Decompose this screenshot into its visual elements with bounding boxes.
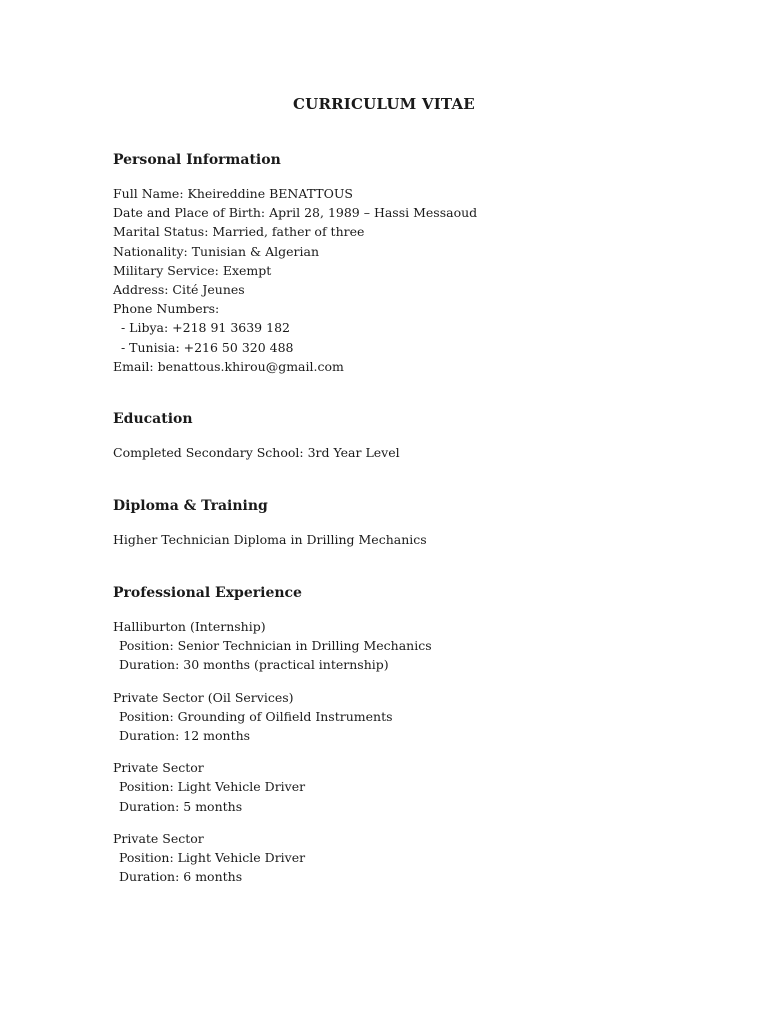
job-position: Position: Grounding of Oilfield Instruments <box>119 708 393 724</box>
job-duration: Duration: 6 months <box>119 869 243 885</box>
full-name: Full Name: Kheireddine BENATTOUS <box>113 186 353 201</box>
job-duration: Duration: 30 months (practical internship) <box>119 657 389 673</box>
phone-libya: - Libya: +218 91 3639 182 <box>113 320 290 336</box>
email: Email: benattous.khirou@gmail.com <box>113 358 344 374</box>
diploma-section <box>113 497 728 549</box>
diploma-text: Higher Technician Diploma in Drilling Mechanics <box>113 532 427 547</box>
education-heading: Education <box>113 411 193 427</box>
job-entry <box>113 829 728 887</box>
job-duration: Duration: 12 months <box>119 728 251 744</box>
phone-numbers-label: Phone Numbers: <box>113 301 220 317</box>
birth-info: Date and Place of Birth: April 28, 1989 – Hassi Messaoud <box>113 205 478 221</box>
job-duration: Duration: 5 months <box>119 798 243 814</box>
nationality: Nationality: Tunisian & Algerian <box>113 243 320 259</box>
education-section <box>113 410 728 462</box>
education-text: Completed Secondary School: 3rd Year Level <box>113 445 400 460</box>
diploma-heading: Diploma & Training <box>113 498 268 514</box>
job-employer: Halliburton (Internship) <box>113 619 266 634</box>
military-service: Military Service: Exempt <box>113 262 272 278</box>
job-entry <box>113 617 728 675</box>
job-position: Position: Senior Technician in Drilling Mechanics <box>119 638 432 654</box>
personal-information-heading: Personal Information <box>113 152 281 168</box>
experience-section <box>113 584 728 899</box>
job-position: Position: Light Vehicle Driver <box>119 850 306 866</box>
job-employer: Private Sector <box>113 760 204 776</box>
address: Address: Cité Jeunes <box>113 282 245 298</box>
document-title: CURRICULUM VITAE <box>293 95 475 113</box>
job-entry <box>113 758 728 816</box>
job-employer: Private Sector (Oil Services) <box>113 689 294 705</box>
job-employer: Private Sector <box>113 830 204 846</box>
personal-information-section <box>113 151 728 376</box>
marital-status: Marital Status: Married, father of three <box>113 224 365 240</box>
experience-heading: Professional Experience <box>113 585 302 601</box>
phone-tunisia: - Tunisia: +216 50 320 488 <box>113 339 294 355</box>
job-position: Position: Light Vehicle Driver <box>119 779 306 795</box>
job-entry <box>113 688 728 746</box>
